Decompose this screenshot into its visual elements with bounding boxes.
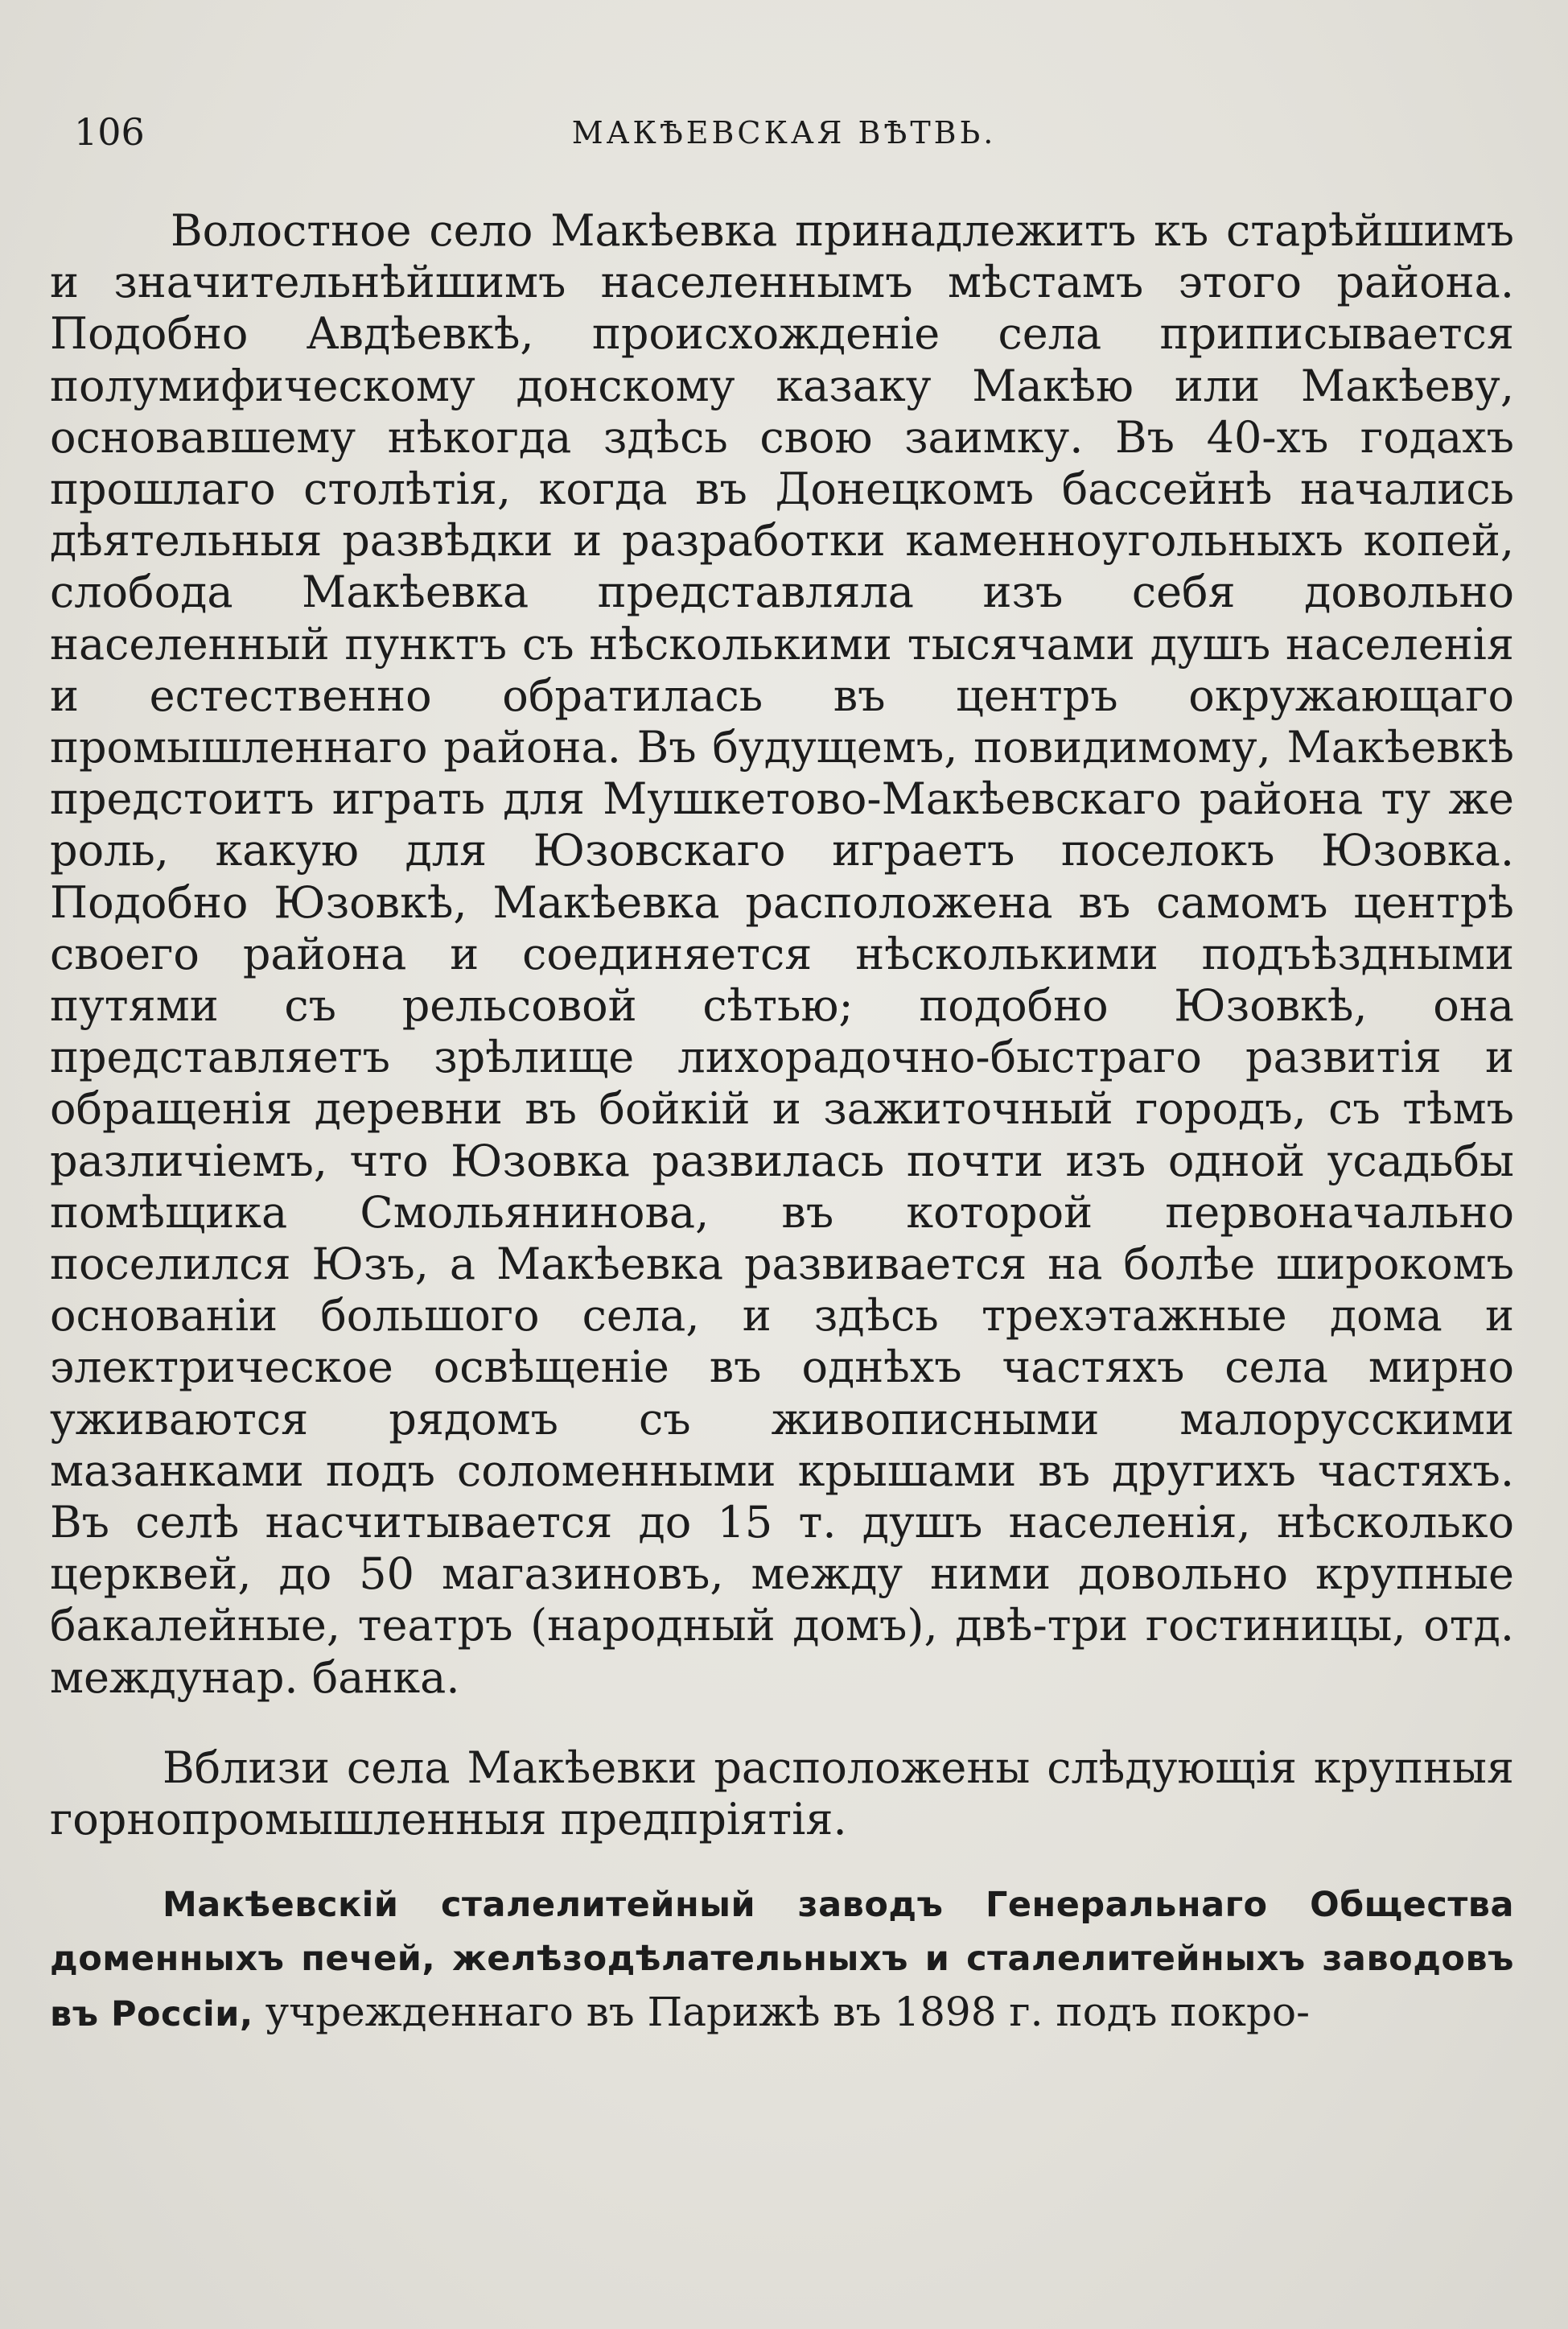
running-head: МАКѢЕВСКАЯ ВѢТВЬ. bbox=[571, 115, 997, 150]
steel-plant-name: Макѣевскій сталелитейный заводъ Генеральнаго Общества доменныхъ печей, желѣзодѣлательныхъ и сталелитейныхъ заводовъ въ Россіи, bbox=[50, 1885, 1514, 2035]
body-text bbox=[50, 205, 1514, 2041]
page-number: 106 bbox=[74, 110, 145, 154]
paragraph-makeevka-village: Волостное село Макѣевка принадлежитъ къ старѣйшимъ и значительнѣйшимъ населеннымъ мѣстамъ этого района. Подобно Авдѣевкѣ, происхожденіе села приписывается полумифическому донскому казаку Макѣю или Макѣеву, основавшему нѣкогда здѣсь свою заимку. Въ 40-хъ годахъ прошлаго столѣтія, когда въ Донецкомъ бассейнѣ начались дѣятельныя развѣдки и разработки каменноугольныхъ копей, слобода Макѣевка представляла изъ себя довольно населенный пунктъ съ нѣсколькими тысячами душъ населенія и естественно обратилась въ центръ окружающаго промышленнаго района. Въ будущемъ, повидимому, Макѣевкѣ предстоитъ играть для Мушкетово-Макѣевскаго района ту же роль, какую для Юзовскаго играетъ поселокъ Юзовка. Подобно Юзовкѣ, Макѣевка расположена въ самомъ центрѣ своего района и соединяется нѣсколькими подъѣздными путями съ рельсовой сѣтью; подобно Юзовкѣ, она представляетъ зрѣлище лихорадочно-быстраго развитія и обращенія деревни въ бойкій и зажиточный городъ, съ тѣмъ различіемъ, что Юзовка развилась почти изъ одной усадьбы помѣщика Смольянинова, въ которой первоначально поселился Юзъ, а Макѣевка развивается на болѣе широкомъ основаніи большого села, и здѣсь трехэтажные дома и электрическое освѣщеніе въ однѣхъ частяхъ села мирно уживаются рядомъ съ живописными малорусскими мазанками подъ соломенными крышами въ другихъ частяхъ. Въ селѣ насчитывается до 15 т. душъ населенія, нѣсколько церквей, до 50 магазиновъ, между ними довольно крупные бакалейные, театръ (народный домъ), двѣ-три гостиницы, отд. междунар. банка. bbox=[50, 205, 1514, 1703]
paragraph-steel-plant bbox=[50, 1878, 1514, 2041]
paragraph-nearby-enterprises: Вблизи села Макѣевки расположены слѣдующія крупныя горнопромышленныя предпріятія. bbox=[50, 1742, 1514, 1845]
steel-plant-description: учрежденнаго въ Парижѣ въ 1898 г. подъ покро- bbox=[265, 1989, 1311, 2036]
